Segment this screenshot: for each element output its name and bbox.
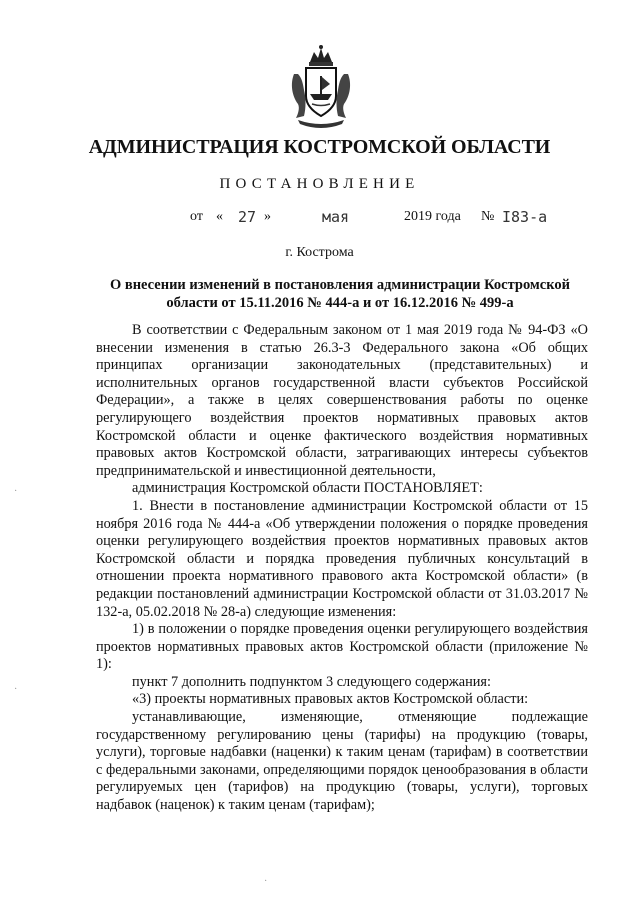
subpoint-3-paragraph: «3) проекты нормативных правовых актов Костромской области: <box>132 691 529 708</box>
date-close-quote: » <box>264 209 271 224</box>
date-month: мая <box>322 208 350 226</box>
document-type: ПОСТАНОВЛЕНИЕ <box>219 176 420 192</box>
document-body <box>96 322 588 815</box>
city: г. Кострома <box>285 245 354 260</box>
document-title: О внесении изменений в постановления администрации Костромской области от 15.11.2016 № 444-а и от 16.12.2016 № 499-а <box>109 277 571 311</box>
date-day: 27 <box>238 208 257 226</box>
date-prefix: от <box>190 209 203 224</box>
preamble-paragraph: В соответствии с Федеральным законом от 1 мая 2019 года № 94-ФЗ «О внесении изменения в статью 26.3-3 Федерального закона «Об общих принципах организации законодательных (представительных) и исполнительных органов государственной власти субъектов Российской Федерации», а также в целях совершенствования работы по оценке регулирующего воздействия проектов нормативных правовых актов Костромской области и оценке фактического воздействия нормативных правовых актов Костромской области, затрагивающих интересы субъектов предпринимательской и инвестиционной деятельности, <box>96 322 588 479</box>
date-line <box>0 209 639 229</box>
scan-speck: · <box>14 486 18 497</box>
scan-speck: · <box>14 684 18 695</box>
number-sign: № <box>481 209 495 224</box>
subitem-1-paragraph: 1) в положении о порядке проведения оценки регулирующего воздействия проектов нормативных правовых актов Костромской области (приложение № 1): <box>96 621 588 673</box>
item-1-paragraph: 1. Внести в постановление администрации Костромской области от 15 ноября 2016 года № 444-а «Об утверждении положения о порядке проведения оценки регулирующего воздействия проектов нормативных правовых актов Костромской области и порядка проведения публичных консультаций в отношении проекта нормативного правового акта Костромской области» (в редакции постановлений администрации Костромской области от 31.03.2017 № 132-а, 05.02.2018 № 28-а) следующие изменения: <box>96 497 588 620</box>
coat-of-arms-emblem <box>288 44 354 128</box>
scan-speck: · <box>264 876 268 887</box>
document-number: I83-а <box>502 208 548 226</box>
establishing-paragraph: устанавливающие, изменяющие, отменяющие подлежащие государственному регулированию цены (тарифы) на продукцию (товары, услуги), торговые надбавки (наценки) к таким ценам (тарифам) в соответствии с федеральными законами, определяющими порядок ценообразования в области регулируемых цен (тарифов) на продукцию (товары, услуги), торговых надбавок (наценок) к таким ценам (тарифам); <box>96 709 588 814</box>
resolution-paragraph: администрация Костромской области ПОСТАНОВЛЯЕТ: <box>132 480 483 497</box>
date-open-quote: « <box>216 209 223 224</box>
point-7-paragraph: пункт 7 дополнить подпунктом 3 следующего содержания: <box>132 673 491 690</box>
organization-name: АДМИНИСТРАЦИЯ КОСТРОМСКОЙ ОБЛАСТИ <box>88 136 551 158</box>
date-year: 2019 года <box>404 209 461 224</box>
